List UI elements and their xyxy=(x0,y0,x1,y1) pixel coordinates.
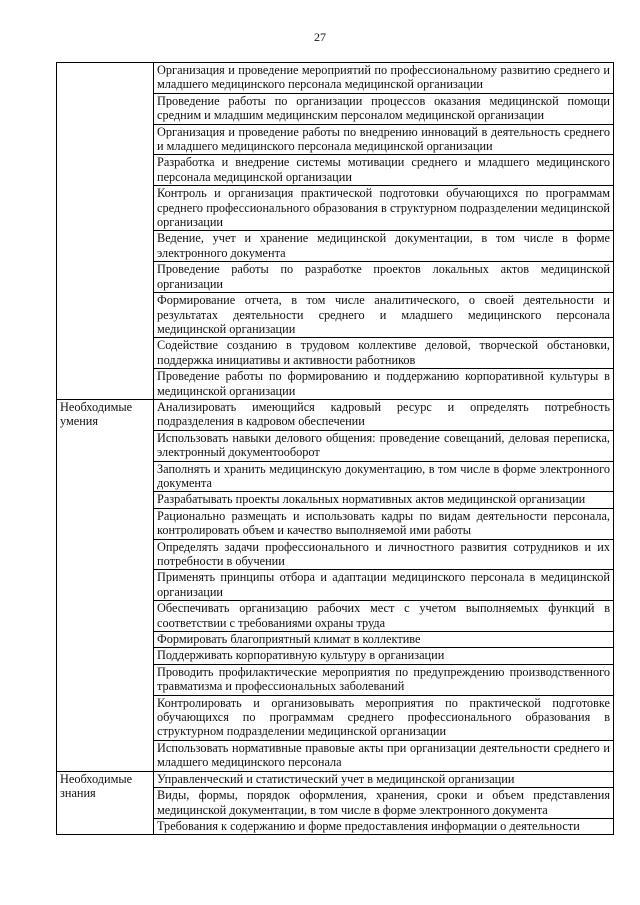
requirement-item: Определять задачи профессионального и личностного развития сотрудников и их потребности в обучении xyxy=(154,539,614,570)
requirement-item: Организация и проведение работы по внедрению инноваций в деятельность среднего и младшего медицинского персонала медицинской организации xyxy=(154,124,614,155)
requirement-item: Разработка и внедрение системы мотивации среднего и младшего медицинского персонала медицинской организации xyxy=(154,155,614,186)
section-label xyxy=(57,63,154,400)
requirement-item: Виды, формы, порядок оформления, хранения, сроки и объем представления медицинской документации, в том числе в форме электронного документа xyxy=(154,788,614,819)
section-label: Необходимые умения xyxy=(57,399,154,771)
requirement-item: Использовать нормативные правовые акты при организации деятельности среднего и младшего медицинского персонала xyxy=(154,740,614,771)
requirement-item: Проведение работы по разработке проектов локальных актов медицинской организации xyxy=(154,262,614,293)
requirement-item: Управленческий и статистический учет в медицинской организации xyxy=(154,771,614,787)
requirement-item: Применять принципы отбора и адаптации медицинского персонала в медицинской организации xyxy=(154,570,614,601)
requirement-item: Ведение, учет и хранение медицинской документации, в том числе в форме электронного документа xyxy=(154,231,614,262)
page-number: 27 xyxy=(314,30,326,44)
requirement-item: Рационально размещать и использовать кадры по видам деятельности персонала, контролировать объем и качество выполняемой ими работы xyxy=(154,508,614,539)
requirement-item: Формировать благоприятный климат в коллективе xyxy=(154,632,614,648)
requirement-item: Контроль и организация практической подготовки обучающихся по программам среднего профессионального образования в структурном подразделении медицинской организации xyxy=(154,186,614,231)
table-body xyxy=(57,63,614,835)
requirement-item: Требования к содержанию и форме предоставления информации о деятельности xyxy=(154,818,614,834)
requirement-item: Поддерживать корпоративную культуру в организации xyxy=(154,648,614,664)
requirement-item: Организация и проведение мероприятий по профессиональному развитию среднего и младшего медицинского персонала медицинской организации xyxy=(154,63,614,94)
table-row xyxy=(57,399,614,430)
requirement-item: Контролировать и организовывать мероприятия по практической подготовке обучающихся по программам среднего профессионального образования в структурном подразделении медицинской организации xyxy=(154,695,614,740)
requirement-item: Обеспечивать организацию рабочих мест с учетом выполняемых функций в соответствии с требованиями охраны труда xyxy=(154,601,614,632)
requirement-item: Заполнять и хранить медицинскую документацию, в том числе в форме электронного документа xyxy=(154,461,614,492)
requirement-item: Проведение работы по организации процессов оказания медицинской помощи средним и младшим медицинским персоналом медицинской организации xyxy=(154,93,614,124)
requirement-item: Проводить профилактические мероприятия по предупреждению производственного травматизма и профессиональных заболеваний xyxy=(154,664,614,695)
qualification-table xyxy=(56,62,614,835)
table-row xyxy=(57,63,614,94)
section-label: Необходимые знания xyxy=(57,771,154,835)
requirement-item: Анализировать имеющийся кадровый ресурс и определять потребность подразделения в кадровом обеспечении xyxy=(154,399,614,430)
requirement-item: Использовать навыки делового общения: проведение совещаний, деловая переписка, электронный документооборот xyxy=(154,430,614,461)
table-row xyxy=(57,771,614,787)
requirement-item: Формирование отчета, в том числе аналитического, о своей деятельности и результатах деятельности среднего и младшего медицинского персонала медицинской организации xyxy=(154,293,614,338)
requirement-item: Проведение работы по формированию и поддержанию корпоративной культуры в медицинской организации xyxy=(154,369,614,400)
requirement-item: Содействие созданию в трудовом коллективе деловой, творческой обстановки, поддержка инициативы и активности работников xyxy=(154,338,614,369)
requirement-item: Разрабатывать проекты локальных нормативных актов медицинской организации xyxy=(154,492,614,508)
